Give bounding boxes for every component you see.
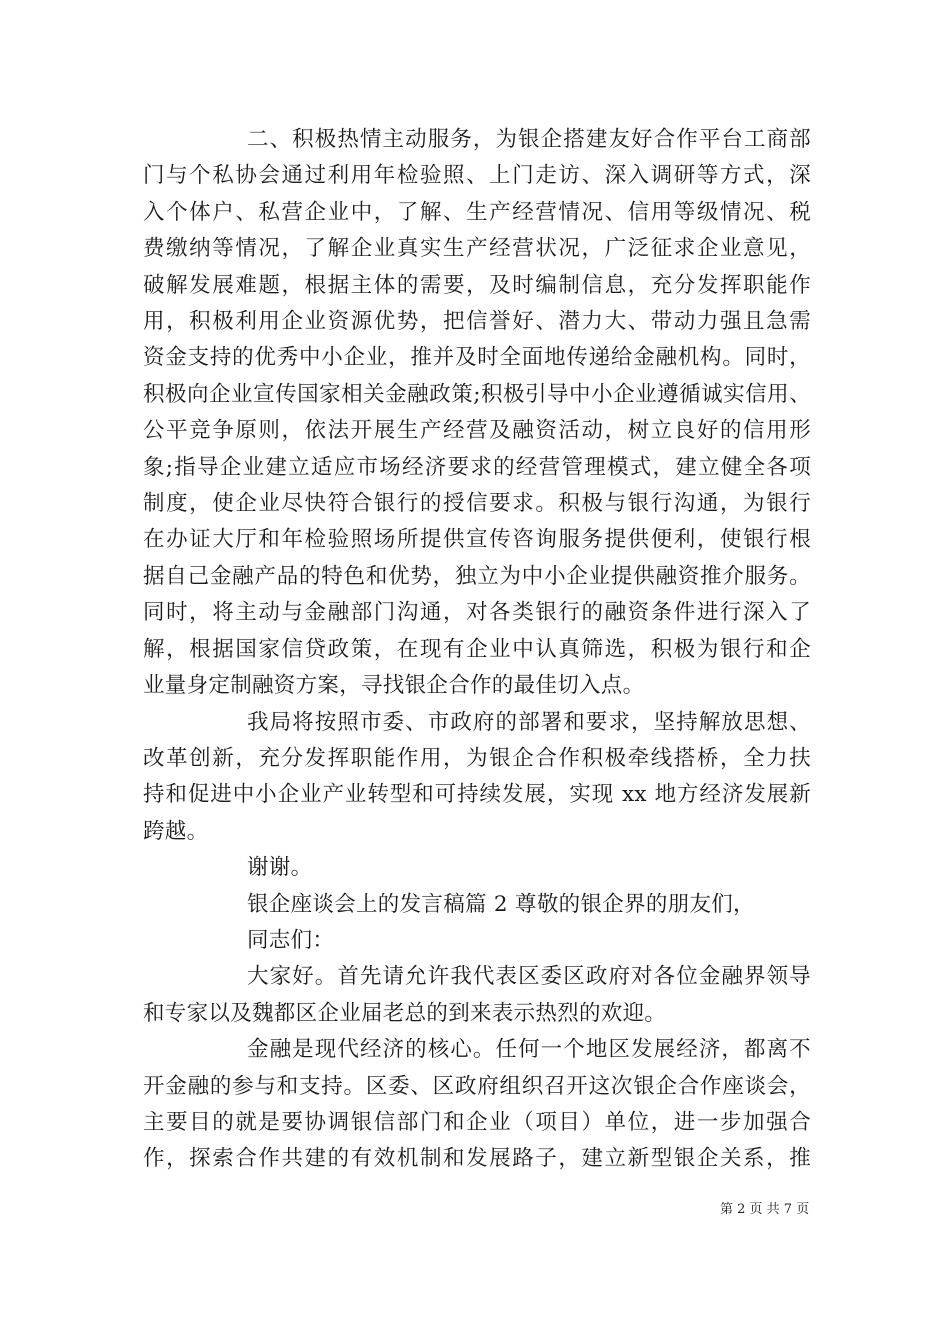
text-line: 制度，使企业尽快符合银行的授信要求。积极与银行沟通，为银行 <box>143 491 811 517</box>
text-line: 我局将按照市委、市政府的部署和要求，坚持解放思想、 <box>247 709 811 735</box>
text-line: 银企座谈会上的发言稿篇 2 尊敬的银企界的朋友们， <box>247 891 755 917</box>
text-line: 谢谢。 <box>247 855 313 881</box>
text-line: 用，积极利用企业资源优势，把信誉好、潜力大、带动力强且急需 <box>143 309 811 335</box>
text-line: 破解发展难题，根据主体的需要，及时编制信息，充分发挥职能作 <box>143 272 811 298</box>
text-line: 大家好。首先请允许我代表区委区政府对各位金融界领导 <box>247 964 811 990</box>
text-line: 门与个私协会通过利用年检验照、上门走访、深入调研等方式，深 <box>143 163 811 189</box>
text-line: 入个体户、私营企业中，了解、生产经营情况、信用等级情况、税 <box>143 199 811 225</box>
text-line: 开金融的参与和支持。区委、区政府组织召开这次银企合作座谈会， <box>143 1073 811 1099</box>
page-number-footer: 第 2 页 共 7 页 <box>720 1202 810 1217</box>
text-line: 主要目的就是要协调银信部门和企业（项目）单位，进一步加强合 <box>143 1109 811 1135</box>
paragraph-thanks <box>143 850 811 886</box>
text-line: 同时，将主动与金融部门沟通，对各类银行的融资条件进行深入了 <box>143 600 811 626</box>
text-line: 作，探索合作共建的有效机制和发展路子，建立新型银企关系，推 <box>143 1146 811 1172</box>
text-line: 金融是现代经济的核心。任何一个地区发展经济，都离不 <box>247 1037 811 1063</box>
paragraph-welcome <box>143 959 811 1032</box>
text-line: 象;指导企业建立适应市场经济要求的经营管理模式，建立健全各项 <box>143 454 811 480</box>
document-body <box>143 122 811 1178</box>
paragraph-bank-enterprise-service <box>143 122 811 705</box>
text-line: 同志们： <box>247 927 335 953</box>
text-line: 资金支持的优秀中小企业，推并及时全面地传递给金融机构。同时， <box>143 345 811 371</box>
paragraph-finance-core <box>143 1032 811 1178</box>
text-line: 据自己金融产品的特色和优势，独立为中小企业提供融资推介服务。 <box>143 563 811 589</box>
text-line: 公平竞争原则，依法开展生产经营及融资活动，树立良好的信用形 <box>143 418 811 444</box>
text-line: 和专家以及魏都区企业届老总的到来表示热烈的欢迎。 <box>143 1000 667 1026</box>
text-line: 在办证大厅和年检验照场所提供宣传咨询服务提供便利，使银行根 <box>143 527 811 553</box>
text-line: 解，根据国家信贷政策，在现有企业中认真筛选，积极为银行和企 <box>143 636 811 662</box>
text-line: 二、积极热情主动服务，为银企搭建友好合作平台工商部 <box>247 127 811 152</box>
text-line: 持和促进中小企业产业转型和可持续发展，实现 xx 地方经济发展新 <box>143 782 811 808</box>
text-line: 费缴纳等情况，了解企业真实生产经营状况，广泛征求企业意见， <box>143 236 811 262</box>
paragraph-salutation <box>143 923 811 959</box>
text-line: 积极向企业宣传国家相关金融政策;积极引导中小企业遵循诚实信用、 <box>143 381 811 407</box>
text-line: 跨越。 <box>143 818 209 844</box>
paragraph-speech-title <box>143 887 811 923</box>
text-line: 业量身定制融资方案，寻找银企合作的最佳切入点。 <box>143 673 645 699</box>
paragraph-bureau-commitment <box>143 705 811 851</box>
text-line: 改革创新，充分发挥职能作用，为银企合作积极牵线搭桥，全力扶 <box>143 745 811 771</box>
